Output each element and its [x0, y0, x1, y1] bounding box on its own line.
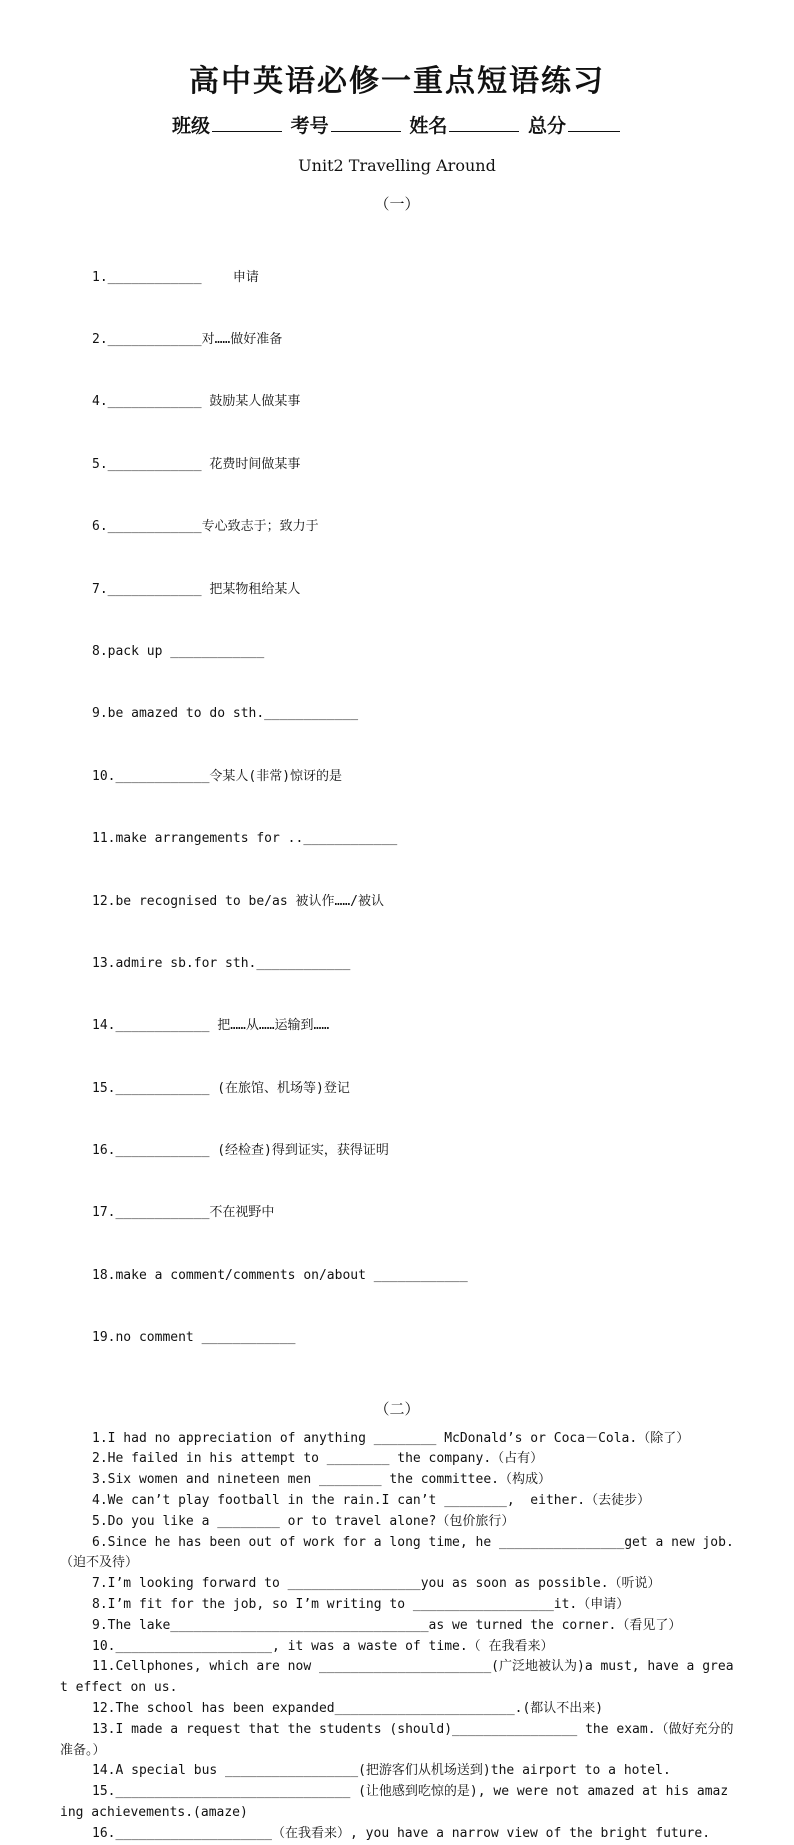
student-info-line: [60, 112, 734, 140]
section-2-list: [60, 1429, 734, 1845]
list-item: 14.____________ 把……从……运输到……: [92, 1018, 330, 1034]
list-item: 9.The lake_________________________________as we turned the corner.（看见了）: [92, 1617, 682, 1633]
exam-number-label: 考号: [290, 115, 329, 137]
exam-number-blank[interactable]: [331, 113, 401, 132]
list-item: 9.be amazed to do sth.____________: [92, 706, 359, 722]
list-item: 13.admire sb.for sth.____________: [92, 955, 351, 971]
list-item: 4.We can’t play football in the rain.I can’t ________, either.（去徒步）: [92, 1493, 651, 1509]
unit-title: Unit2 Travelling Around: [298, 156, 496, 175]
list-item: 15.______________________________ (让他感到吃惊的是), we were not amazed at his amazing achievements.(amaze): [60, 1784, 729, 1820]
list-item: 7.____________ 把某物租给某人: [92, 581, 301, 597]
section-2-heading: （二）: [374, 1399, 420, 1418]
list-item: 11.Cellphones, which are now ______________________(广泛地被认为)a must, have a great effect on us.: [60, 1659, 734, 1696]
list-item: 7.I’m looking forward to _________________you as soon as possible.（听说）: [92, 1576, 661, 1592]
list-item: 11.make arrangements for ..____________: [92, 831, 398, 847]
list-item: 8.pack up ____________: [92, 643, 265, 659]
class-label: 班级: [172, 115, 211, 137]
list-item: 16.____________ (经检查)得到证实，获得证明: [92, 1143, 389, 1159]
total-score-label: 总分: [527, 115, 566, 137]
name-label: 姓名: [409, 115, 448, 137]
list-item: 18.make a comment/comments on/about ____________: [92, 1267, 468, 1283]
list-item: 4.____________ 鼓励某人做某事: [92, 394, 301, 410]
list-item: 5.Do you like a ________ or to travel alone?（包价旅行）: [92, 1513, 515, 1529]
list-item: 8.I’m fit for the job, so I’m writing to __________________it.（申请）: [92, 1597, 630, 1612]
section-1-list: [60, 226, 734, 1391]
list-item: 15.____________ (在旅馆、机场等)登记: [92, 1080, 350, 1096]
list-item: 6.____________专心致志于；致力于: [92, 519, 319, 535]
list-item: 2.____________对……做好准备: [92, 331, 283, 347]
list-item: 1.I had no appreciation of anything ________ McDonald’s or Coca－Cola.（除了）: [92, 1430, 690, 1446]
list-item: 12.The school has been expanded_______________________.(都认不出来): [92, 1700, 604, 1716]
list-item: 19.no comment ____________: [92, 1330, 296, 1346]
name-blank[interactable]: [449, 113, 519, 132]
total-score-blank[interactable]: [568, 113, 620, 132]
list-item: 1.____________ 申请: [92, 269, 259, 285]
list-item: 2.He failed in his attempt to ________ the company.（占有）: [92, 1451, 544, 1467]
list-item: 12.be recognised to be/as 被认作……/被认: [92, 893, 384, 909]
list-item: 5.____________ 花费时间做某事: [92, 456, 301, 472]
worksheet-title: 高中英语必修一重点短语练习: [189, 64, 605, 99]
list-item: 13.I made a request that the students (should)________________ the exam.（做好充分的准备。）: [60, 1721, 734, 1758]
list-item: 3.Six women and nineteen men ________ the committee.（构成）: [92, 1472, 551, 1488]
section-1-heading: （一）: [374, 195, 420, 213]
list-item: 14.A special bus _________________(把游客们从机场送到)the airport to a hotel.: [92, 1763, 671, 1779]
list-item: 16.____________________（在我看来）, you have a narrow view of the bright future.: [92, 1825, 711, 1841]
list-item: 10.____________令某人(非常)惊讶的是: [92, 768, 343, 784]
class-blank[interactable]: [212, 113, 282, 132]
list-item: 6.Since he has been out of work for a long time, he ________________get a new job.（迫不及待）: [60, 1534, 734, 1571]
list-item: 10.____________________, it was a waste of time.（ 在我看来）: [92, 1638, 554, 1654]
list-item: 17.____________不在视野中: [92, 1205, 275, 1221]
